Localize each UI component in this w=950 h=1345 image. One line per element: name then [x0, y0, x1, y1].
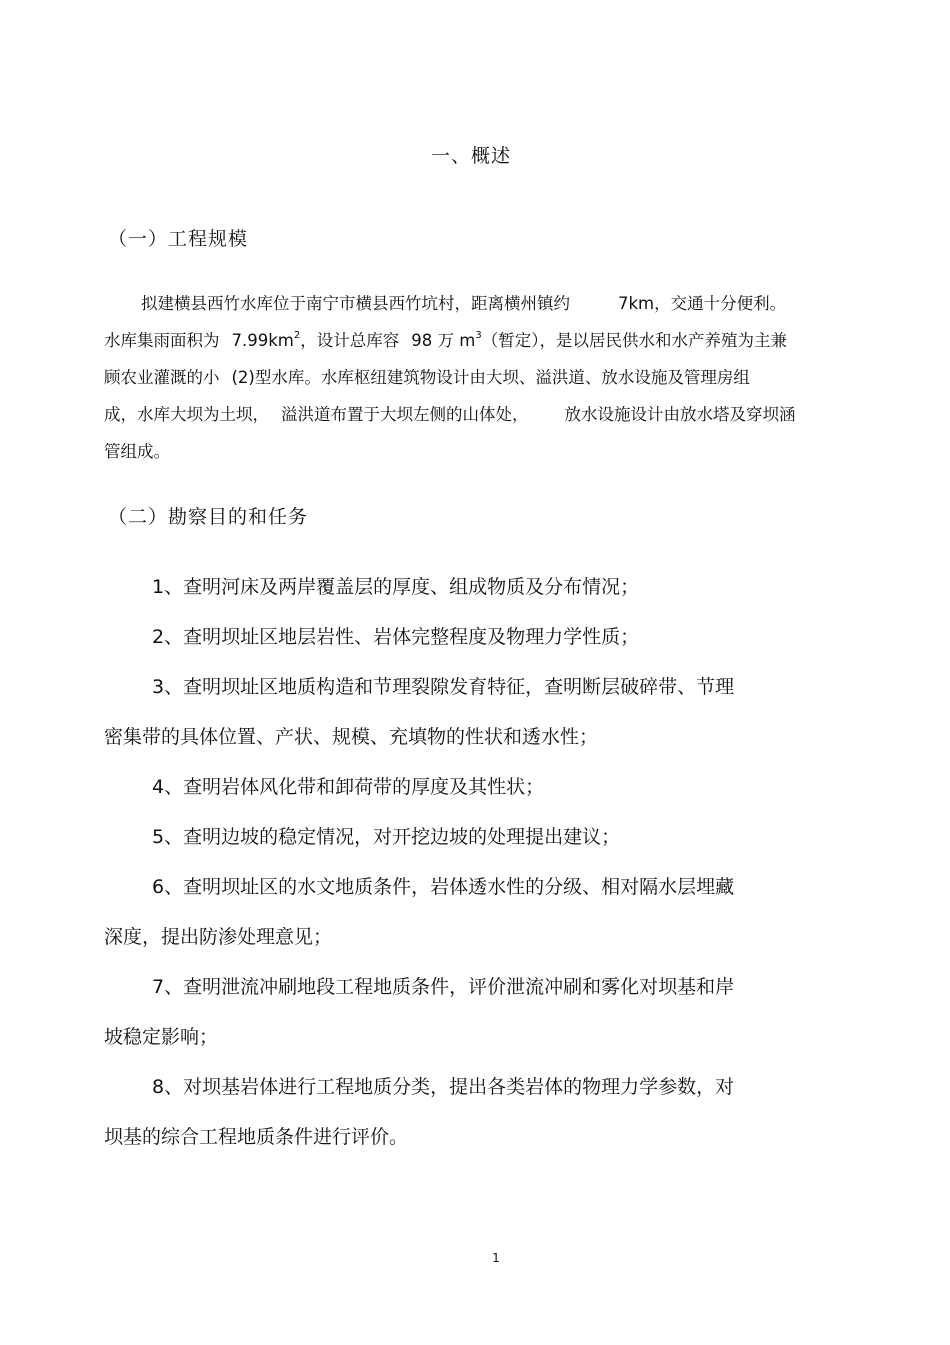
- text-run: 放水设施设计由放水塔及穿坝涵: [564, 405, 796, 424]
- superscript: 2: [293, 330, 301, 341]
- text-run: 管组成。: [104, 442, 170, 461]
- superscript: 3: [475, 330, 482, 341]
- page-number: 1: [492, 1251, 500, 1265]
- catchment-area-value: 7.99km: [231, 331, 294, 350]
- paragraph-line: [104, 359, 834, 396]
- text-run: (2)型水库。水库枢纽建筑物设计由大坝、溢洪道、放水设施及管理房组: [231, 368, 750, 387]
- paragraph-line: [104, 396, 834, 433]
- section-heading-project-scale: （一）工程规模: [108, 228, 249, 250]
- document-title: 一、概述: [430, 145, 511, 167]
- text-run: （暂定），是以居民供水和水产养殖为主兼: [481, 331, 787, 350]
- text-run: 溢洪道布置于大坝左侧的山体处，: [281, 405, 529, 424]
- task-item-2: 2、查明坝址区地层岩性、岩体完整程度及物理力学性质；: [152, 626, 640, 648]
- section-heading-survey-tasks: （二）勘察目的和任务: [108, 506, 309, 528]
- text-run: 顾农业灌溉的小: [104, 368, 220, 387]
- task-item-1: 1、查明河床及两岸覆盖层的厚度、组成物质及分布情况；: [152, 576, 640, 598]
- paragraph-line: [104, 322, 834, 359]
- capacity-value: 98 万 m: [411, 331, 476, 350]
- task-item-3: 3、查明坝址区地质构造和节理裂隙发育特征，查明断层破碎带、节理: [152, 676, 735, 698]
- task-list: [104, 562, 804, 1162]
- task-item-6-continued: 深度，提出防渗处理意见；: [104, 926, 333, 948]
- task-item-5: 5、查明边坡的稳定情况，对开挖边坡的处理提出建议；: [152, 826, 621, 848]
- project-scale-paragraph: [104, 285, 834, 470]
- text-run: ，设计总库容: [300, 331, 400, 350]
- task-item-4: 4、查明岩体风化带和卸荷带的厚度及其性状；: [152, 776, 545, 798]
- text-run: 拟建横县西竹水库位于南宁市横县西竹坑村，距离横州镇约: [141, 294, 570, 313]
- paragraph-line: [104, 433, 834, 470]
- text-run: 7km，交通十分便利。: [618, 294, 787, 313]
- task-item-8: 8、对坝基岩体进行工程地质分类，提出各类岩体的物理力学参数，对: [152, 1076, 735, 1098]
- text-run: 水库集雨面积为: [104, 331, 220, 350]
- task-item-6: 6、查明坝址区的水文地质条件，岩体透水性的分级、相对隔水层埋藏: [152, 876, 735, 898]
- text-run: 成，水库大坝为土坝，: [104, 405, 269, 424]
- task-item-8-continued: 坝基的综合工程地质条件进行评价。: [104, 1126, 409, 1148]
- task-item-7-continued: 坡稳定影响；: [104, 1026, 219, 1048]
- task-item-7: 7、查明泄流冲刷地段工程地质条件，评价泄流冲刷和雾化对坝基和岸: [152, 976, 735, 998]
- paragraph-line: [104, 285, 834, 322]
- task-item-3-continued: 密集带的具体位置、产状、规模、充填物的性状和透水性；: [104, 726, 599, 748]
